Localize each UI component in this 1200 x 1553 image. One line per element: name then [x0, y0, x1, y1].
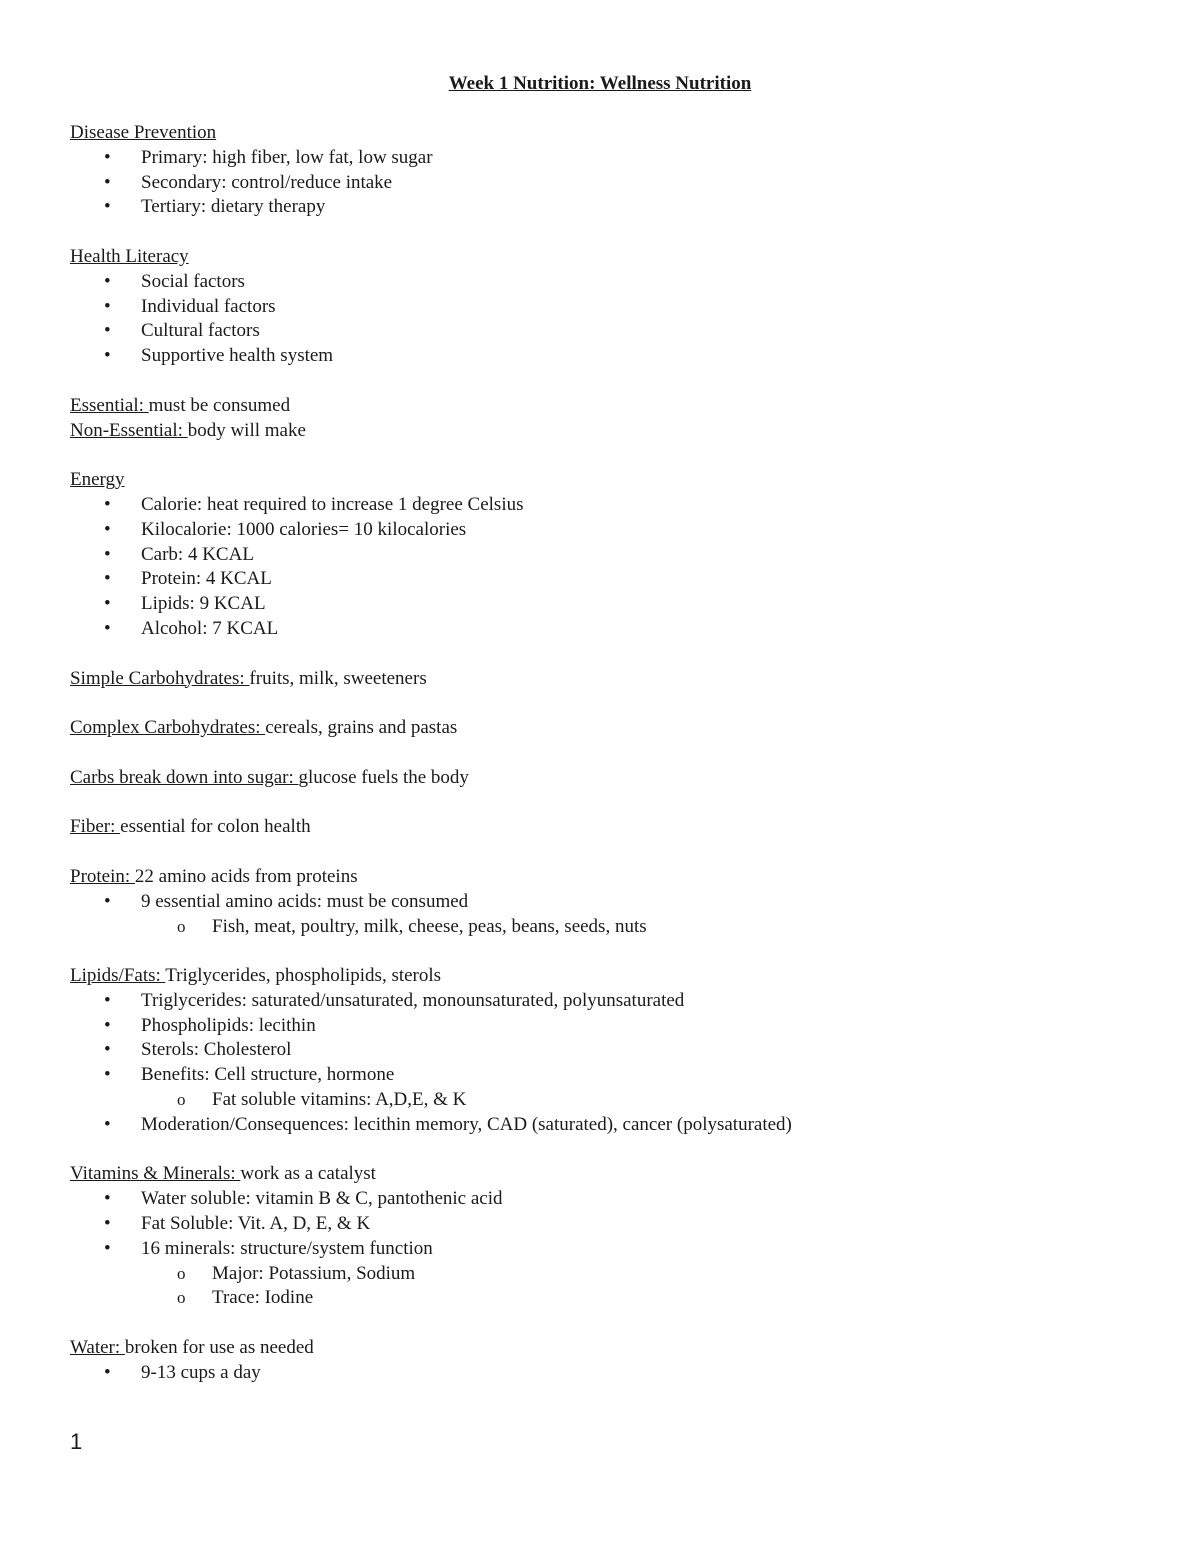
section-water — [70, 1336, 1150, 1361]
bullet-icon: • — [104, 543, 111, 565]
section-text: 22 amino acids from proteins — [134, 865, 358, 887]
bullet-icon: • — [104, 1361, 111, 1383]
list-item: • Kilocalorie: 1000 calories= 10 kilocalories — [70, 518, 1150, 543]
list-item: • Secondary: control/reduce intake — [70, 171, 1150, 196]
section-text: fruits, milk, sweeteners — [249, 667, 427, 689]
section-heading: Lipids/Fats: — [70, 965, 166, 987]
section-text: cereals, grains and pastas — [265, 717, 458, 739]
bullet-icon: • — [104, 1188, 111, 1210]
section-fiber — [70, 815, 1150, 840]
list-item: • 9 essential amino acids: must be consumed — [70, 890, 1150, 915]
section-text: body will make — [187, 419, 306, 441]
list-subitem: o Fish, meat, poultry, milk, cheese, peas, beans, seeds, nuts — [70, 915, 1150, 940]
section-essential — [70, 394, 1150, 419]
list-item: • Cultural factors — [70, 319, 1150, 344]
bullet-icon: • — [104, 1039, 111, 1061]
health-literacy-list — [70, 270, 1150, 369]
list-item: • Supportive health system — [70, 344, 1150, 369]
list-item: • Lipids: 9 KCAL — [70, 592, 1150, 617]
list-subitem: o Trace: Iodine — [70, 1286, 1150, 1311]
bullet-icon: • — [104, 320, 111, 342]
section-protein — [70, 865, 1150, 890]
list-item: • Primary: high fiber, low fat, low sugar — [70, 146, 1150, 171]
section-text: must be consumed — [148, 394, 291, 416]
bullet-icon: • — [104, 1213, 111, 1235]
section-heading: Energy — [70, 469, 125, 491]
section-lipids — [70, 964, 1150, 989]
section-text: work as a catalyst — [240, 1163, 376, 1185]
sub-bullet-icon: o — [177, 1263, 186, 1283]
section-disease-prevention — [70, 121, 1150, 146]
section-health-literacy — [70, 245, 1150, 270]
section-heading: Disease Prevention — [70, 122, 217, 143]
section-text: broken for use as needed — [124, 1337, 314, 1359]
bullet-icon: • — [104, 171, 111, 193]
list-item: • Fat Soluble: Vit. A, D, E, & K — [70, 1212, 1150, 1237]
sub-bullet-icon: o — [177, 1288, 186, 1308]
section-simple-carbohydrates — [70, 667, 1150, 692]
section-heading: Health Literacy — [70, 245, 189, 267]
energy-list — [70, 493, 1150, 642]
section-heading: Carbs break down into sugar: — [70, 766, 299, 788]
section-heading: Complex Carbohydrates: — [70, 717, 266, 739]
list-item: • Moderation/Consequences: lecithin memory, CAD (saturated), cancer (polysaturated) — [70, 1113, 1150, 1138]
section-vitamins-minerals — [70, 1162, 1150, 1187]
bullet-icon: • — [104, 1113, 111, 1135]
section-text: glucose fuels the body — [298, 766, 469, 788]
document-title: Week 1 Nutrition: Wellness Nutrition — [448, 73, 752, 94]
list-item: • Social factors — [70, 270, 1150, 295]
section-heading: Fiber: — [70, 816, 121, 838]
bullet-icon: • — [104, 593, 111, 615]
list-item: • Individual factors — [70, 295, 1150, 320]
disease-prevention-list — [70, 146, 1150, 220]
sub-bullet-icon: o — [177, 916, 186, 936]
bullet-icon: • — [104, 295, 111, 317]
section-heading: Essential: — [70, 394, 149, 416]
lipids-list-continued — [70, 1113, 1150, 1138]
bullet-icon: • — [104, 196, 111, 218]
bullet-icon: • — [104, 890, 111, 912]
vitamins-sublist — [70, 1262, 1150, 1312]
vitamins-list — [70, 1187, 1150, 1261]
list-item: • Alcohol: 7 KCAL — [70, 617, 1150, 642]
bullet-icon: • — [104, 146, 111, 168]
section-heading: Vitamins & Minerals: — [70, 1163, 241, 1185]
protein-list — [70, 890, 1150, 915]
bullet-icon: • — [104, 493, 111, 515]
list-item: • Sterols: Cholesterol — [70, 1038, 1150, 1063]
list-subitem: o Fat soluble vitamins: A,D,E, & K — [70, 1088, 1150, 1113]
section-heading: Protein: — [70, 865, 135, 887]
page-number: 1 — [70, 1429, 83, 1454]
list-item: • Protein: 4 KCAL — [70, 567, 1150, 592]
bullet-icon: • — [104, 1064, 111, 1086]
list-item: • Phospholipids: lecithin — [70, 1014, 1150, 1039]
list-item: • 9-13 cups a day — [70, 1361, 1150, 1386]
list-item: • Calorie: heat required to increase 1 degree Celsius — [70, 493, 1150, 518]
bullet-icon: • — [104, 270, 111, 292]
water-list — [70, 1361, 1150, 1386]
section-text: Triglycerides, phospholipids, sterols — [165, 965, 442, 987]
section-heading: Simple Carbohydrates: — [70, 667, 250, 689]
list-item: • Tertiary: dietary therapy — [70, 195, 1150, 220]
list-item: • Benefits: Cell structure, hormone — [70, 1063, 1150, 1088]
list-item: • 16 minerals: structure/system function — [70, 1237, 1150, 1262]
section-carbs-sugar — [70, 766, 1150, 791]
section-heading: Water: — [70, 1337, 125, 1359]
lipids-sublist — [70, 1088, 1150, 1113]
list-item: • Water soluble: vitamin B & C, pantothenic acid — [70, 1187, 1150, 1212]
bullet-icon: • — [104, 1014, 111, 1036]
bullet-icon: • — [104, 989, 111, 1011]
document-body — [70, 121, 1150, 1386]
lipids-list — [70, 989, 1150, 1088]
section-text: essential for colon health — [120, 816, 311, 838]
bullet-icon: • — [104, 1237, 111, 1259]
bullet-icon: • — [104, 617, 111, 639]
section-complex-carbohydrates — [70, 716, 1150, 741]
sub-bullet-icon: o — [177, 1090, 186, 1110]
bullet-icon: • — [104, 568, 111, 590]
section-non-essential — [70, 419, 1150, 444]
section-energy — [70, 468, 1150, 493]
section-heading: Non-Essential: — [70, 419, 188, 441]
bullet-icon: • — [104, 518, 111, 540]
protein-sublist — [70, 915, 1150, 940]
list-item: • Triglycerides: saturated/unsaturated, monounsaturated, polyunsaturated — [70, 989, 1150, 1014]
list-subitem: o Major: Potassium, Sodium — [70, 1262, 1150, 1287]
bullet-icon: • — [104, 345, 111, 367]
list-item: • Carb: 4 KCAL — [70, 543, 1150, 568]
